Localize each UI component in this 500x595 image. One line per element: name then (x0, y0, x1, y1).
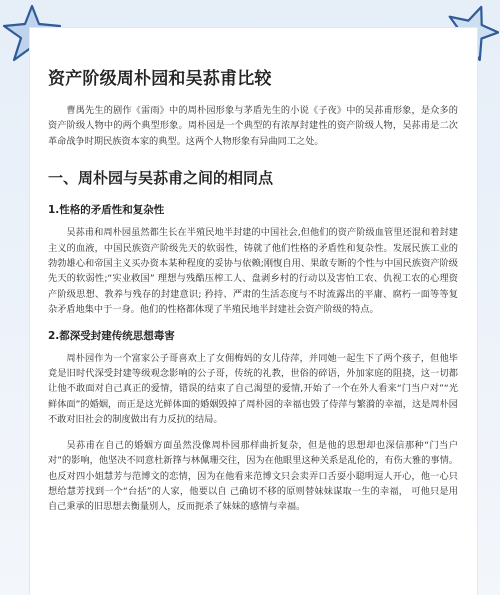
paragraph: 周朴园作为一个富家公子哥喜欢上了女佣梅妈的女儿侍萍，并同她一起生下了两个孩子，但他毕竟是旧时代深受封建等级观念影响的公子哥，传统的礼教，世俗的碎语，外加家庭的阻挠，这一切都让他不敢面对自己真正的爱情，错误的结束了自己渴望的爱情,开始了一个在外人看来“门当户对”“光鲜体面”的婚姻，而正是这光鲜体面的婚姻毁掉了周朴园的幸福也毁了侍萍与繁漪的幸福，这是周朴园不敢对旧社会的制度做出有力反抗的结局。 (48, 352, 458, 426)
paragraph: 吴荪甫在自己的婚姻方面虽然没像周朴园那样曲折复杂，但是他的思想却也深信那种“门当户对”的影响，他坚决不同意杜新箨与林佩珊交往，因为在他眼里这种关系是乱伦的，有伤大雅的事情。也反对四小姐慧芳与范博文的恋情，因为在他看来范博文只会卖弄口舌耍小聪明逗人开心，他一心只想给慧芳找到一个“台括”的人家，他要以自 己确切不移的原则替妹妹谋取一生的幸福， 可他只是用自己秉承的旧思想去衡量别人，反而扼杀了妹妹的感情与幸福。 (48, 439, 458, 513)
document-page (30, 28, 477, 595)
document-content (48, 64, 458, 525)
document-title: 资产阶级周朴园和吴荪甫比较 (48, 69, 272, 89)
section-heading: 一、周朴园与吴荪甫之间的相同点 (48, 169, 274, 188)
subsection-heading: 2.都深受封建传统思想毒害 (48, 329, 175, 342)
paragraph: 吴荪甫和周朴园虽然都生长在半殖民地半封建的中国社会,但他们的资产阶级血管里还混和着封建主义的血液，中国民族资产阶级先天的软弱性，铸就了他们性格的矛盾性和复杂性。发展民族工业的勃勃雄心和帝国主义买办资本某种程度的妥协与依赖;刚愎自用、果敢专断的个性与中国民族资产阶级先天的软弱性;“实业救国” 理想与残酷压榨工人、盘剥乡村的行动以及害怕工农、仇视工农的心理资产阶级思想、教养与残存的封建意识; 矜持、严肃的生活态度与不时流露出的平庸、腐朽一面等等复杂矛盾地集中于一身。他们的性格都体现了半殖民地半封建社会资产阶级的特点。 (48, 227, 458, 316)
subsection-heading: 1.性格的矛盾性和复杂性 (48, 204, 165, 217)
intro-paragraph: 曹禺先生的剧作《雷雨》中的周朴园形象与茅盾先生的小说《子夜》中的吴荪甫形象，是众多的资产阶级人物中的两个典型形象。周朴园是一个典型的有浓厚封建性的资产阶级人物，吴荪甫是二次革命战争时期民族资本家的典型。这两个人物形象有异曲同工之处。 (48, 105, 458, 147)
